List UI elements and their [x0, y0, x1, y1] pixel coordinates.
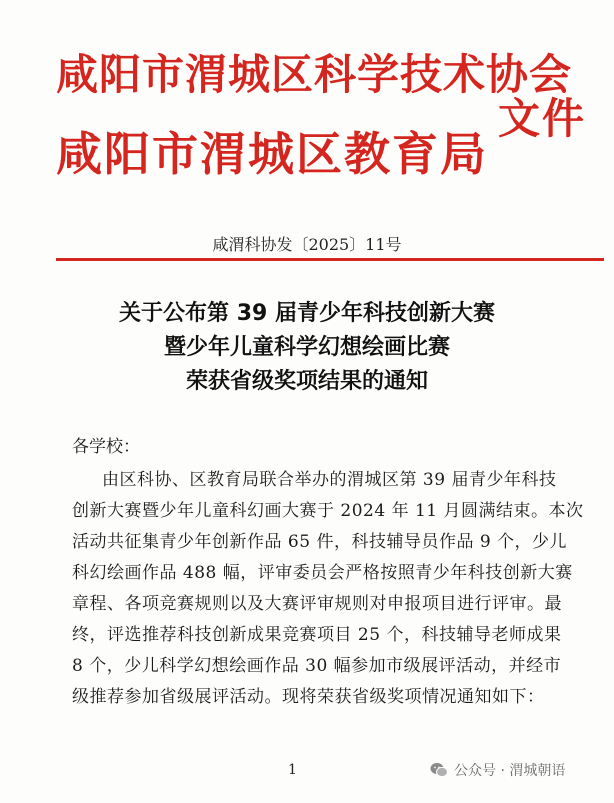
- salutation: 各学校：: [72, 437, 140, 457]
- body-line: 章程、各项竞赛规则以及大赛评审规则对申报项目进行评审。最: [72, 594, 562, 614]
- page-number: 1: [288, 762, 297, 778]
- title-line-1: 关于公布第 39 届青少年科技创新大赛: [119, 301, 495, 326]
- document-type-label: 文件: [498, 94, 587, 143]
- red-divider-line: [56, 258, 604, 261]
- body-line: 级推荐参加省级展评活动。现将荣获省级奖项情况通知如下：: [72, 687, 545, 707]
- issuer-name-1: 咸阳市渭城区科学技术协会: [56, 50, 573, 99]
- watermark: [430, 760, 565, 780]
- body-line: 科幻绘画作品 488 幅，评审委员会严格按照青少年科技创新大赛: [72, 563, 573, 583]
- title-line-2: 暨少年儿童科学幻想绘画比赛: [163, 335, 450, 360]
- title-line-3: 荣获省级奖项结果的通知: [185, 369, 428, 394]
- document-number: 咸渭科协发〔2025〕11号: [212, 235, 402, 254]
- watermark-text: 公众号 · 渭城朝语: [454, 763, 566, 779]
- body-line: 活动共征集青少年创新作品 65 件，科技辅导员作品 9 个，少儿: [72, 532, 568, 552]
- wechat-icon: [430, 762, 448, 778]
- body-line: 8 个，少儿科学幻想绘画作品 30 幅参加市级展评活动，并经市: [72, 656, 562, 676]
- issuer-name-2: 咸阳市渭城区教育局: [56, 127, 488, 181]
- body-line: 终，评选推荐科技创新成果竞赛项目 25 个，科技辅导老师成果: [72, 625, 562, 645]
- body-line: 由区科协、区教育局联合举办的渭城区第 39 届青少年科技: [102, 470, 557, 490]
- body-line: 创新大赛暨少年儿童科幻画大赛于 2024 年 11 月圆满结束。本次: [72, 501, 584, 521]
